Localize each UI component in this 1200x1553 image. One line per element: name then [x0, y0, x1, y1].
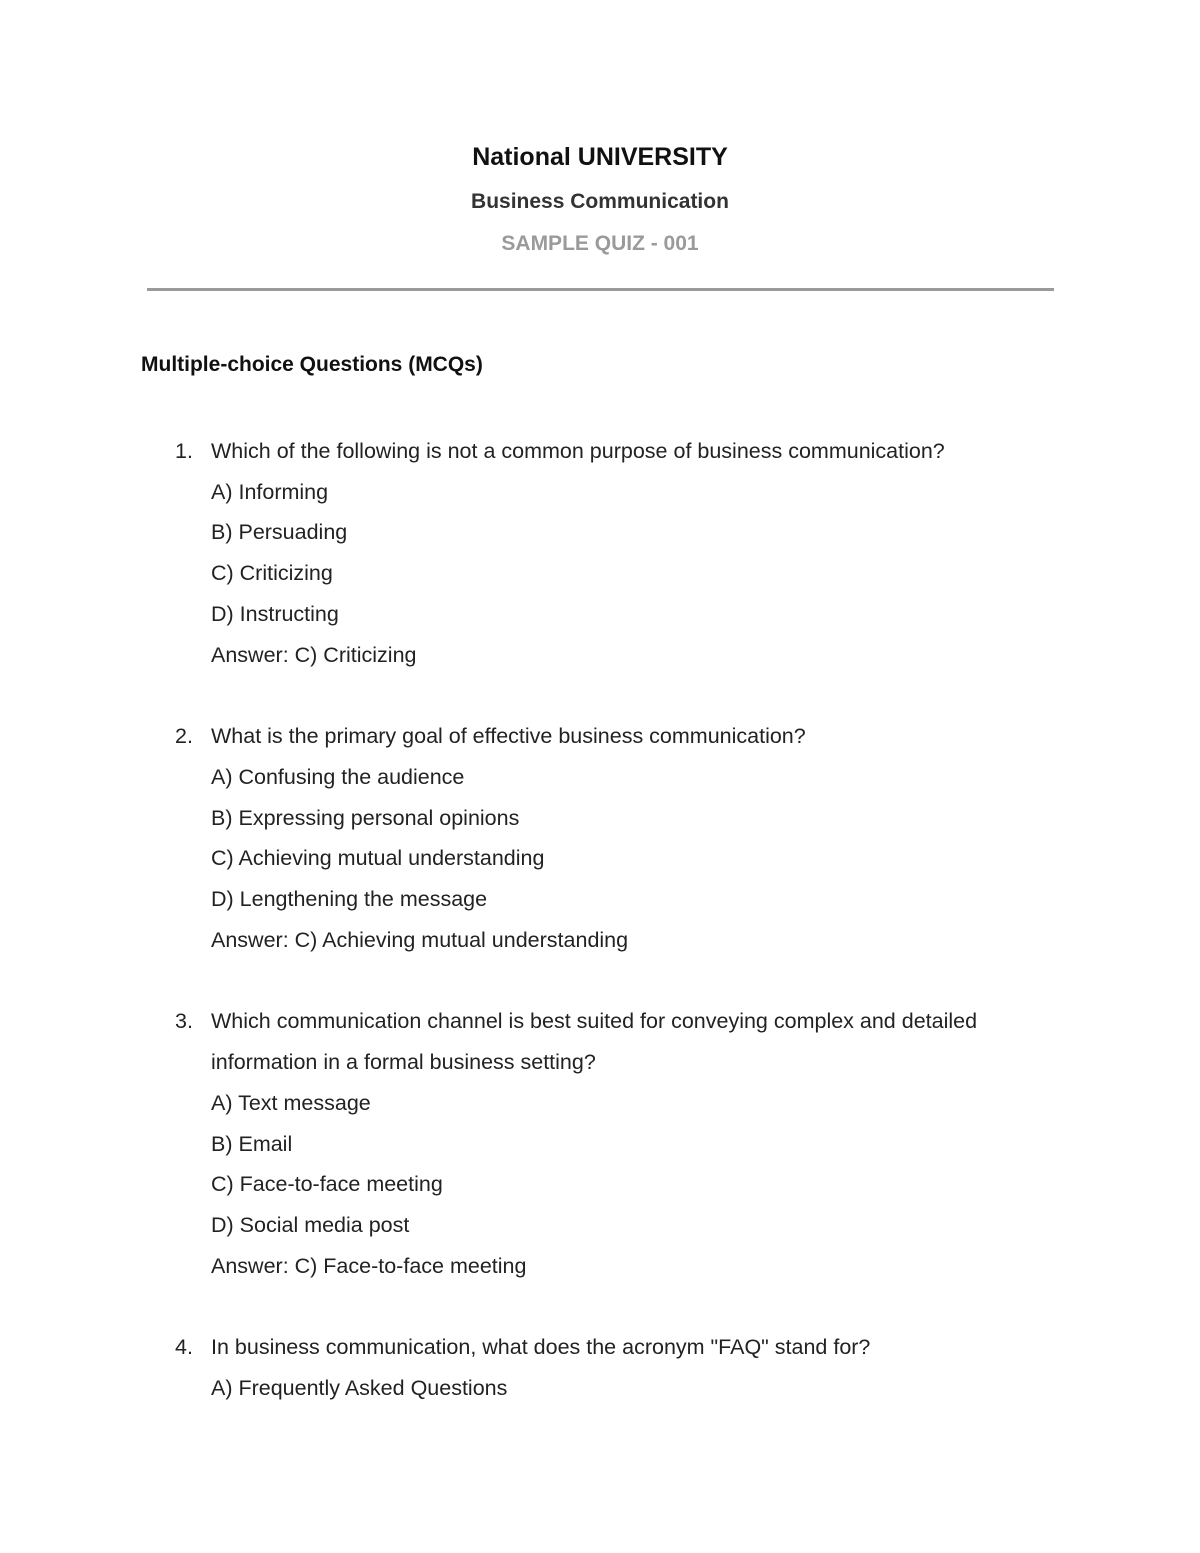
question-text: Which of the following is not a common purpose of business communication? [211, 439, 945, 463]
answer-option: D) Social media post [211, 1212, 410, 1237]
answer-option: D) Instructing [211, 601, 339, 626]
answer-option: D) Lengthening the message [211, 887, 488, 912]
answer-option: B) Persuading [211, 520, 348, 545]
question-text: What is the primary goal of effective business communication? [211, 724, 806, 749]
answer-option: B) Email [211, 1131, 293, 1156]
answer-option: C) Criticizing [211, 561, 333, 586]
page-title: National UNIVERSITY [472, 143, 728, 171]
correct-answer: Answer: C) Achieving mutual understanding [211, 927, 629, 952]
answer-option: A) Confusing the audience [211, 764, 465, 789]
question-item [0, 431, 1200, 675]
quiz-code: SAMPLE QUIZ - 001 [501, 232, 699, 255]
correct-answer: Answer: C) Criticizing [211, 642, 417, 667]
header-divider [147, 288, 1054, 291]
question-item [0, 1327, 1200, 1408]
question-body [211, 431, 1071, 675]
question-list [0, 431, 1200, 1450]
question-number: 2. [175, 724, 193, 749]
question-text: information in a formal business setting? [211, 1050, 596, 1075]
question-text: In business communication, what does the acronym "FAQ" stand for? [211, 1335, 871, 1360]
course-subtitle: Business Communication [471, 190, 729, 213]
question-body [211, 1001, 1071, 1286]
answer-option: C) Face-to-face meeting [211, 1172, 443, 1197]
answer-option: C) Achieving mutual understanding [211, 846, 545, 871]
section-heading: Multiple-choice Questions (MCQs) [141, 353, 483, 376]
question-number: 4. [175, 1335, 193, 1360]
question-item [0, 716, 1200, 960]
question-item [0, 1001, 1200, 1286]
question-body [211, 1327, 1071, 1408]
answer-option: A) Informing [211, 479, 329, 504]
answer-option: B) Expressing personal opinions [211, 805, 520, 830]
answer-option: A) Text message [211, 1090, 371, 1115]
answer-option: A) Frequently Asked Questions [211, 1376, 508, 1401]
correct-answer: Answer: C) Face-to-face meeting [211, 1253, 527, 1278]
question-text: Which communication channel is best suited for conveying complex and detailed [211, 1009, 978, 1034]
question-body [211, 716, 1071, 960]
question-number: 3. [175, 1009, 193, 1034]
question-number: 1. [175, 439, 193, 463]
